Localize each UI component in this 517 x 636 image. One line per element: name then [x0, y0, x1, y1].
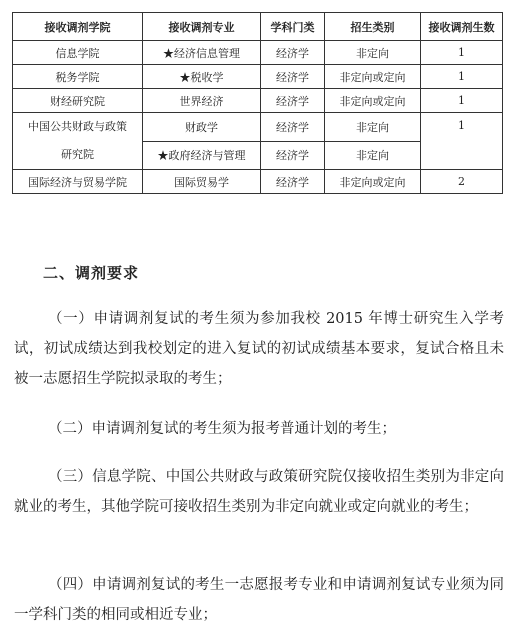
paragraph-text: （三）信息学院、中国公共财政与政策研究院仅接收招生类别为非定向就业的考生，其他学院可接收招生类别为非定向就业或定向就业的考生； [14, 469, 504, 515]
paragraph-text: （二）申请调剂复试的考生须为报考普通计划的考生； [48, 421, 396, 437]
cell-count-merged: 1 [421, 113, 503, 170]
cell-category: 经济学 [261, 170, 325, 194]
section-title: 二、调剂要求 [43, 264, 140, 282]
transfer-quota-table [12, 12, 503, 194]
header-enrollment-type: 招生类别 [325, 13, 421, 41]
cell-count: 1 [421, 89, 503, 113]
cell-count: 1 [421, 41, 503, 65]
table-row [13, 65, 503, 89]
requirement-paragraph-4 [14, 570, 504, 630]
cell-major: ★税收学 [143, 65, 261, 89]
cell-major: ★政府经济与管理 [143, 141, 261, 170]
requirement-paragraph-2 [14, 414, 504, 444]
requirement-paragraph-1 [14, 304, 504, 394]
cell-category: 经济学 [261, 141, 325, 170]
table-row [13, 170, 503, 194]
header-category: 学科门类 [261, 13, 325, 41]
table-header-row [13, 13, 503, 41]
cell-enrollment-type: 非定向 [325, 41, 421, 65]
table-row [13, 89, 503, 113]
table-row [13, 41, 503, 65]
cell-enrollment-type: 非定向或定向 [325, 89, 421, 113]
cell-enrollment-type: 非定向或定向 [325, 170, 421, 194]
table-row [13, 113, 503, 142]
header-school: 接收调剂学院 [13, 13, 143, 41]
cell-enrollment-type: 非定向 [325, 141, 421, 170]
cell-school-line2: 研究院 [61, 148, 94, 161]
cell-category: 经济学 [261, 113, 325, 142]
paragraph-text: （四）申请调剂复试的考生一志愿报考专业和申请调剂复试专业须为同一学科门类的相同或相近专业； [14, 577, 504, 623]
cell-category: 经济学 [261, 41, 325, 65]
cell-major: 世界经济 [143, 89, 261, 113]
cell-school: 国际经济与贸易学院 [13, 170, 143, 194]
cell-major: 财政学 [143, 113, 261, 142]
cell-category: 经济学 [261, 65, 325, 89]
cell-major: ★经济信息管理 [143, 41, 261, 65]
cell-enrollment-type: 非定向 [325, 113, 421, 142]
cell-school-line1: 中国公共财政与政策 [28, 120, 127, 133]
paragraph-text: （一）申请调剂复试的考生须为参加我校 2015 年博士研究生入学考试，初试成绩达到我校划定的进入复试的初试成绩基本要求，复试合格且未被一志愿招生学院拟录取的考生； [14, 311, 504, 387]
cell-school: 税务学院 [13, 65, 143, 89]
cell-count: 2 [421, 170, 503, 194]
cell-school: 财经研究院 [13, 89, 143, 113]
cell-enrollment-type: 非定向或定向 [325, 65, 421, 89]
cell-major: 国际贸易学 [143, 170, 261, 194]
header-major: 接收调剂专业 [143, 13, 261, 41]
header-count: 接收调剂生数 [421, 13, 503, 41]
requirement-paragraph-3 [14, 462, 504, 522]
cell-school: 信息学院 [13, 41, 143, 65]
cell-category: 经济学 [261, 89, 325, 113]
cell-school-merged [13, 113, 143, 170]
cell-count: 1 [421, 65, 503, 89]
